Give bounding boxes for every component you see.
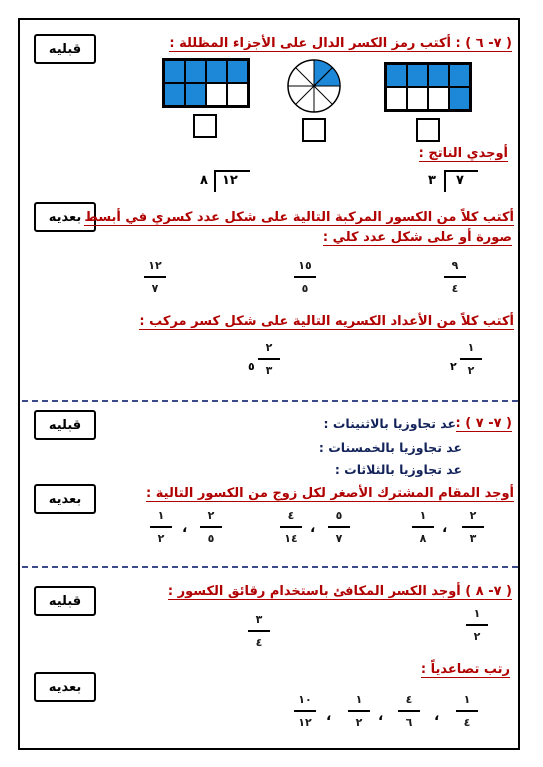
lcd-pair1-b: ١ ٨ — [410, 508, 436, 546]
worksheet-page — [18, 18, 520, 750]
order-fraction-3: ١ ٢ — [346, 692, 372, 730]
order-fraction-2: ٤ ٦ — [396, 692, 422, 730]
answer-box-3[interactable] — [416, 118, 440, 142]
comma-sep: ، — [378, 708, 384, 724]
equiv-fraction-1: ١ ٢ — [464, 606, 490, 644]
comma-sep: ، — [442, 520, 448, 536]
mixed-instruction: أكتب كلاً من الأعداد الكسريه التالية على شكل كسر مركب : — [139, 314, 514, 329]
order-fraction-4: ١٠ ١٢ — [292, 692, 318, 730]
improper-fraction-3: ١٢ ٧ — [142, 258, 168, 296]
answer-box-1[interactable] — [193, 114, 217, 138]
order-fraction-1: ١ ٤ — [454, 692, 480, 730]
improper-fraction-2: ١٥ ٥ — [292, 258, 318, 296]
section-8-title: ( ٧- ٨ ) أوجد الكسر المكافئ باستخدام رقائق الكسور : — [167, 584, 512, 599]
shaded-rectangle-right — [384, 62, 472, 112]
comma-sep: ، — [326, 708, 332, 724]
long-division-left: ٨ ١٢ — [200, 170, 250, 194]
section-7-number: ( ٧- ٧ ) : — [455, 416, 512, 431]
pre-test-badge-2: قبليه — [34, 410, 96, 440]
post-test-badge-2: بعديه — [34, 484, 96, 514]
skip-count-threes: عد تجاوزيا بالثلاثات : — [334, 462, 462, 477]
mixed-2-fraction: ٢ ٣ — [256, 340, 282, 378]
post-test-badge: بعديه — [34, 202, 96, 232]
skip-count-fives: عد تجاوزيا بالخمسنات : — [318, 440, 462, 455]
improper-instruction-line1: أكتب كلاً من الكسور المركبة التالية على شكل عدد كسري في أبسط — [84, 210, 514, 225]
section-divider-2 — [22, 566, 518, 568]
comma-sep: ، — [310, 520, 316, 536]
order-title: رتب تصاعدياً : — [420, 662, 510, 677]
pre-test-badge: قبليه — [34, 34, 96, 64]
long-division-right: ٣ ٧ — [420, 170, 478, 194]
improper-fraction-1: ٩ ٤ — [442, 258, 468, 296]
comma-sep: ، — [182, 520, 188, 536]
answer-box-2[interactable] — [302, 118, 326, 142]
section-divider-1 — [22, 400, 518, 402]
mixed-1-fraction: ١ ٢ — [458, 340, 484, 378]
lcd-pair1-a: ٢ ٣ — [460, 508, 486, 546]
post-test-badge-3: بعديه — [34, 672, 96, 702]
shaded-circle — [286, 58, 342, 114]
skip-count-twos: عد تجاوزيا بالاثنينات : — [323, 416, 456, 431]
shaded-rectangle-left — [162, 58, 250, 108]
lcd-pair3-a: ٢ ٥ — [198, 508, 224, 546]
improper-instruction-line2: صورة أو على شكل عدد كلي : — [322, 230, 512, 245]
equiv-fraction-2: ٣ ٤ — [246, 612, 272, 650]
lcd-pair2-a: ٥ ٧ — [326, 508, 352, 546]
mixed-1-whole: ٢ — [450, 360, 457, 373]
mixed-2-whole: ٥ — [248, 360, 255, 373]
comma-sep: ، — [434, 708, 440, 724]
lcd-pair2-b: ٤ ١٤ — [278, 508, 304, 546]
lcd-pair3-b: ١ ٢ — [148, 508, 174, 546]
find-result-heading: أوجدي الناتج : — [418, 146, 508, 161]
section-6-title: ( ٧- ٦ ) : أكتب رمز الكسر الدال على الأجزاء المظللة : — [169, 36, 512, 51]
lcd-instruction: أوجد المقام المشترك الأصغر لكل زوج من الكسور التالية : — [146, 486, 514, 501]
pre-test-badge-3: قبليه — [34, 586, 96, 616]
